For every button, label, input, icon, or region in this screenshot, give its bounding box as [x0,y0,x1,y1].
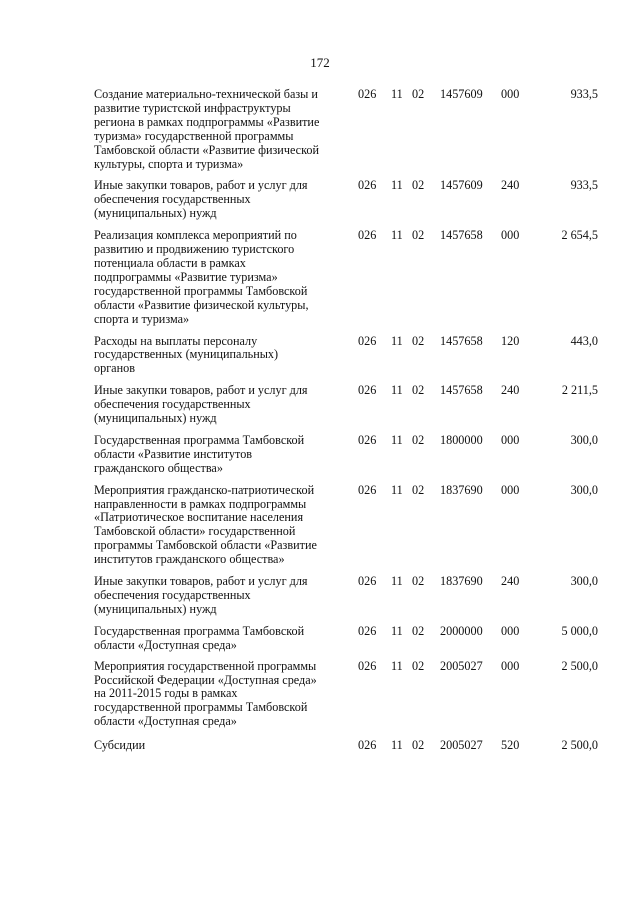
description-line: (муниципальных) нужд [94,206,217,221]
description-line: обеспечения государственных [94,192,251,207]
description-line: государственных (муниципальных) [94,347,279,362]
target-article-code: 1837690 [440,574,483,589]
subsection-code: 02 [412,333,425,348]
expense-type-code: 000 [501,623,520,638]
target-article-code: 2005027 [440,658,483,673]
section-code: 11 [391,482,403,497]
description-line: спорта и туризма» [94,311,190,326]
amount: 2 654,5 [561,228,598,243]
table-row [94,88,600,171]
ministry-code: 026 [358,623,377,638]
expense-type-code: 000 [501,228,520,243]
ministry-code: 026 [358,178,377,193]
ministry-code: 026 [358,738,377,753]
description-line: Мероприятия государственной программы [94,658,317,673]
section-code: 11 [391,87,403,101]
target-article-code: 2005027 [440,738,483,753]
row-description [94,434,350,476]
target-article-code: 1457658 [440,228,483,243]
description-line: институтов гражданского общества» [94,552,285,567]
subsection-code: 02 [412,482,425,497]
row-description [94,575,350,617]
target-article-code: 1457658 [440,383,483,398]
subsection-code: 02 [412,432,425,447]
section-code: 11 [391,178,403,193]
table-row [94,484,600,567]
amount: 2 500,0 [561,738,598,753]
row-description [94,484,350,567]
description-line: гражданского общества» [94,460,223,475]
row-description [94,179,350,221]
expense-type-code: 520 [501,738,520,753]
amount: 933,5 [570,87,598,101]
description-line: государственной программы Тамбовской [94,700,308,715]
amount: 300,0 [570,574,598,589]
description-line: Государственная программа Тамбовской [94,432,305,447]
target-article-code: 1457658 [440,333,483,348]
description-line: Иные закупки товаров, работ и услуг для [94,178,308,193]
amount: 300,0 [570,482,598,497]
subsection-code: 02 [412,178,425,193]
table-row [94,434,600,476]
amount: 443,0 [570,333,598,348]
row-description [94,625,350,653]
description-line: на 2011-2015 годы в рамках [94,686,238,701]
description-line: программы Тамбовской области «Развитие [94,538,317,553]
section-code: 11 [391,333,403,348]
description-line: Государственная программа Тамбовской [94,623,305,638]
description-line: Тамбовской области «Развитие физической [94,142,320,157]
table-row [94,179,600,221]
table-row [94,660,600,730]
description-line: подпрограммы «Развитие туризма» [94,269,278,284]
description-line: области «Доступная среда» [94,637,237,652]
target-article-code: 1800000 [440,432,483,447]
ministry-code: 026 [358,228,377,243]
section-code: 11 [391,658,403,673]
subsection-code: 02 [412,87,425,101]
description-line: «Патриотическое воспитание населения [94,510,304,525]
row-description [94,229,350,326]
row-description [94,88,350,171]
table-row [94,384,600,426]
table-row [94,739,600,753]
description-line: туризма» государственной программы [94,128,294,143]
description-line: государственной программы Тамбовской [94,283,308,298]
expense-type-code: 240 [501,178,520,193]
expense-type-code: 000 [501,432,520,447]
section-code: 11 [391,383,403,398]
target-article-code: 1457609 [440,87,483,101]
row-description [94,739,350,753]
row-description [94,660,350,730]
amount: 933,5 [570,178,598,193]
ministry-code: 026 [358,383,377,398]
section-code: 11 [391,623,403,638]
ministry-code: 026 [358,87,377,101]
amount: 300,0 [570,432,598,447]
description-line: (муниципальных) нужд [94,411,217,426]
description-line: направленности в рамках подпрограммы [94,496,307,511]
section-code: 11 [391,228,403,243]
target-article-code: 1837690 [440,482,483,497]
description-line: Иные закупки товаров, работ и услуг для [94,383,308,398]
expense-type-code: 000 [501,87,520,101]
ministry-code: 026 [358,333,377,348]
ministry-code: 026 [358,658,377,673]
budget-table [94,88,600,753]
subsection-code: 02 [412,228,425,243]
target-article-code: 2000000 [440,623,483,638]
subsection-code: 02 [412,383,425,398]
expense-type-code: 000 [501,482,520,497]
subsection-code: 02 [412,738,425,753]
subsection-code: 02 [412,658,425,673]
target-article-code: 1457609 [440,178,483,193]
description-line: развитию и продвижению туристского [94,242,295,257]
subsection-code: 02 [412,623,425,638]
ministry-code: 026 [358,482,377,497]
section-code: 11 [391,432,403,447]
expense-type-code: 120 [501,333,520,348]
table-row [94,229,600,326]
description-line: Субсидии [94,738,146,753]
description-line: Тамбовской области» государственной [94,524,296,539]
amount: 5 000,0 [561,623,598,638]
row-description [94,335,350,377]
section-code: 11 [391,574,403,589]
description-line: обеспечения государственных [94,397,251,412]
description-line: развитие туристской инфраструктуры [94,100,291,115]
ministry-code: 026 [358,574,377,589]
ministry-code: 026 [358,432,377,447]
description-line: Иные закупки товаров, работ и услуг для [94,574,308,589]
expense-type-code: 240 [501,574,520,589]
description-line: потенциала области в рамках [94,255,246,270]
description-line: региона в рамках подпрограммы «Развитие [94,114,320,129]
subsection-code: 02 [412,574,425,589]
expense-type-code: 240 [501,383,520,398]
table-row [94,625,600,653]
description-line: области «Развитие физической культуры, [94,297,309,312]
expense-type-code: 000 [501,658,520,673]
description-line: Мероприятия гражданско-патриотической [94,482,315,497]
table-row [94,575,600,617]
description-line: области «Развитие институтов [94,446,253,461]
description-line: культуры, спорта и туризма» [94,156,244,171]
page-number: 172 [310,55,330,70]
description-line: Создание материально-технической базы и [94,87,318,101]
table-row [94,335,600,377]
description-line: Расходы на выплаты персоналу [94,333,258,348]
description-line: Российской Федерации «Доступная среда» [94,672,317,687]
description-line: органов [94,361,135,376]
amount: 2 211,5 [561,383,598,398]
amount: 2 500,0 [561,658,598,673]
description-line: Реализация комплекса мероприятий по [94,228,297,243]
description-line: обеспечения государственных [94,588,251,602]
description-line: (муниципальных) нужд [94,601,217,616]
section-code: 11 [391,738,403,753]
description-line: области «Доступная среда» [94,714,237,729]
row-description [94,384,350,426]
